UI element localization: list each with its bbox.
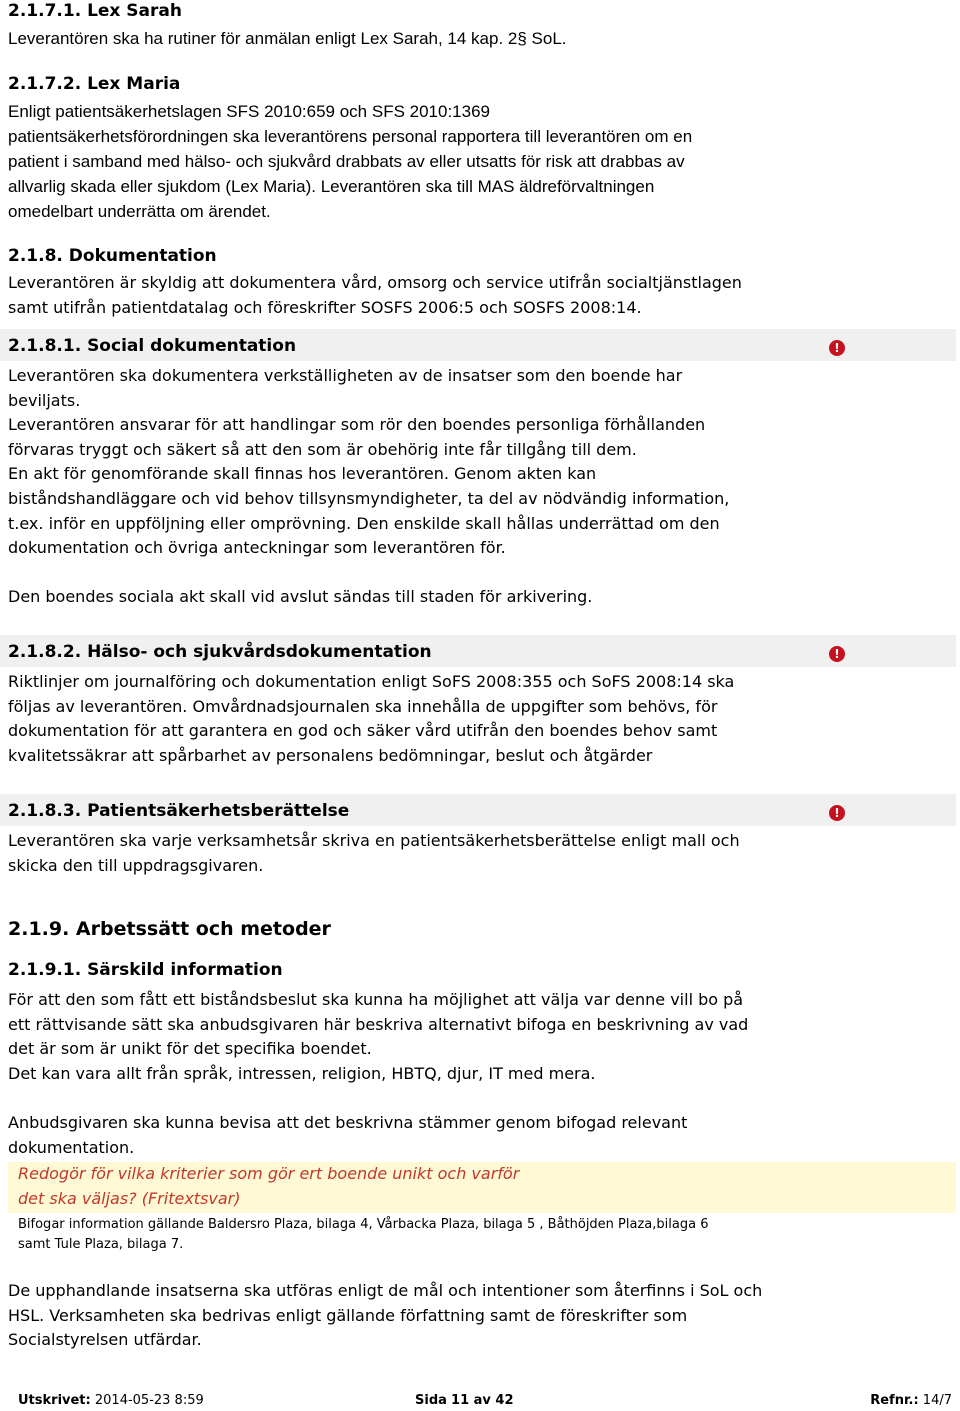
text-line: Leverantören ska dokumentera verkställigheten av de insatser som den boende har <box>8 366 683 385</box>
section-heading-lex-maria: 2.1.7.2. Lex Maria <box>8 74 181 94</box>
section-heading-sarskild-information: 2.1.9.1. Särskild information <box>8 960 283 980</box>
section-heading-lex-sarah: 2.1.7.1. Lex Sarah <box>8 1 182 21</box>
text-line: allvarlig skada eller sjukdom (Lex Maria). Leverantören ska till MAS äldreförvaltningen <box>8 177 655 196</box>
section-body-halso-sjukvard <box>8 670 952 768</box>
text-line: biståndshandläggare och vid behov tillsynsmyndigheter, ta del av nödvändig information, <box>8 488 730 508</box>
answer-line: Bifogar information gällande Baldersro Plaza, bilaga 4, Vårbacka Plaza, bilaga 5 , Båthöjden Plaza,bilaga 6 <box>18 1217 709 1232</box>
text-line: samt utifrån patientdatalag och föreskrifter SOSFS 2006:5 och SOSFS 2008:14. <box>8 297 642 317</box>
text-line: patientsäkerhetsförordningen ska leverantörens personal rapportera till leverantören om en <box>8 127 693 146</box>
footer-ref <box>870 1393 952 1408</box>
answer-line: samt Tule Plaza, bilaga 7. <box>18 1237 184 1252</box>
text-line: förvaras tryggt och säkert så att den som är obehörig inte får tillgång till dem. <box>8 439 637 459</box>
section-body-bevisa <box>8 1111 952 1160</box>
section-text-lex-sarah: Leverantören ska ha rutiner för anmälan enligt Lex Sarah, 14 kap. 2§ SoL. <box>8 29 567 48</box>
footer-printed-label: Utskrivet: <box>18 1393 91 1408</box>
section-body-closing <box>8 1279 952 1353</box>
text-line: beviljats. <box>8 390 81 410</box>
section-heading-patientsakerhetsberattelse: 2.1.8.3. Patientsäkerhetsberättelse <box>8 801 350 821</box>
answer-text <box>18 1215 952 1255</box>
text-line: HSL. Verksamheten ska bedrivas enligt gällande författning samt de föreskrifter som <box>8 1305 688 1325</box>
text-line: följas av leverantören. Omvårdnadsjournalen ska innehålla de uppgifter som behövs, för <box>8 696 718 716</box>
section-body-lex-maria <box>8 99 952 224</box>
question-line: det ska väljas? (Fritextsvar) <box>18 1188 241 1208</box>
text-line: En akt för genomförande skall finnas hos leverantören. Genom akten kan <box>8 464 597 484</box>
text-line: dokumentation. <box>8 1137 135 1157</box>
section-heading-dokumentation: 2.1.8. Dokumentation <box>8 246 217 266</box>
text-line: Leverantören är skyldig att dokumentera vård, omsorg och service utifrån socialtjänstlagen <box>8 273 742 292</box>
section-text-arkivering: Den boendes sociala akt skall vid avslut sändas till staden för arkivering. <box>8 587 593 606</box>
text-line: Det kan vara allt från språk, intressen, religion, HBTQ, djur, IT med mera. <box>8 1063 596 1083</box>
exclamation-circle-icon: ! <box>829 340 845 356</box>
text-line: För att den som fått ett biståndsbeslut ska kunna ha möjlighet att välja var denne vill bo på <box>8 990 744 1009</box>
text-line: Socialstyrelsen utfärdar. <box>8 1330 202 1350</box>
section-heading-halso-sjukvard: 2.1.8.2. Hälso- och sjukvårdsdokumentation <box>8 642 432 662</box>
text-line: t.ex. inför en uppföljning eller omprövning. Den enskilde skall hållas underrättad om den <box>8 513 720 533</box>
text-line: Anbudsgivaren ska kunna bevisa att det beskrivna stämmer genom bifogad relevant <box>8 1113 688 1132</box>
question-line: Redogör för vilka kriterier som gör ert boende unikt och varför <box>18 1164 520 1183</box>
footer-printed <box>18 1393 204 1408</box>
text-line: kvalitetssäkrar att spårbarhet av personalens bedömningar, beslut och åtgärder <box>8 745 653 765</box>
footer-page-label: Sida <box>415 1393 447 1408</box>
section-body-dokumentation <box>8 271 952 320</box>
question-box <box>8 1162 956 1213</box>
text-line: omedelbart underrätta om ärendet. <box>8 202 271 221</box>
text-line: dokumentation för att garantera en god och säker vård utifrån den boendes behov samt <box>8 721 718 741</box>
footer-printed-value: 2014-05-23 8:59 <box>94 1393 204 1408</box>
text-line: Riktlinjer om journalföring och dokumentation enligt SoFS 2008:355 och SoFS 2008:14 ska <box>8 672 735 691</box>
exclamation-circle-icon: ! <box>829 805 845 821</box>
section-body-patientsakerhetsberattelse <box>8 829 952 878</box>
text-line: skicka den till uppdragsgivaren. <box>8 855 264 875</box>
text-line: ett rättvisande sätt ska anbudsgivaren här beskriva alternativt bifoga en beskrivning av vad <box>8 1014 749 1034</box>
footer-ref-value: 14/7 <box>922 1393 952 1408</box>
footer-page-value: 11 av 42 <box>451 1393 514 1408</box>
exclamation-circle-icon: ! <box>829 646 845 662</box>
text-line: Leverantören ansvarar för att handlingar som rör den boendes personliga förhållanden <box>8 415 706 435</box>
text-line: det är som är unikt för det specifika boendet. <box>8 1039 372 1059</box>
text-line: patient i samband med hälso- och sjukvård drabbats av eller utsatts för risk att drabbas av <box>8 152 685 171</box>
text-line: De upphandlande insatserna ska utföras enligt de mål och intentioner som återfinns i SoL och <box>8 1281 763 1300</box>
section-body-sarskild-information <box>8 988 952 1086</box>
section-heading-social-dokumentation: 2.1.8.1. Social dokumentation <box>8 336 297 356</box>
footer-page <box>415 1393 514 1408</box>
footer-ref-label: Refnr.: <box>870 1393 919 1408</box>
text-line: dokumentation och övriga anteckningar som leverantören för. <box>8 538 506 558</box>
section-body-social-dokumentation <box>8 364 952 561</box>
text-line: Enligt patientsäkerhetslagen SFS 2010:659 och SFS 2010:1369 <box>8 102 491 121</box>
page-footer <box>18 1393 952 1411</box>
text-line: Leverantören ska varje verksamhetsår skriva en patientsäkerhetsberättelse enligt mall och <box>8 831 740 850</box>
section-heading-arbetssatt: 2.1.9. Arbetssätt och metoder <box>8 918 331 940</box>
